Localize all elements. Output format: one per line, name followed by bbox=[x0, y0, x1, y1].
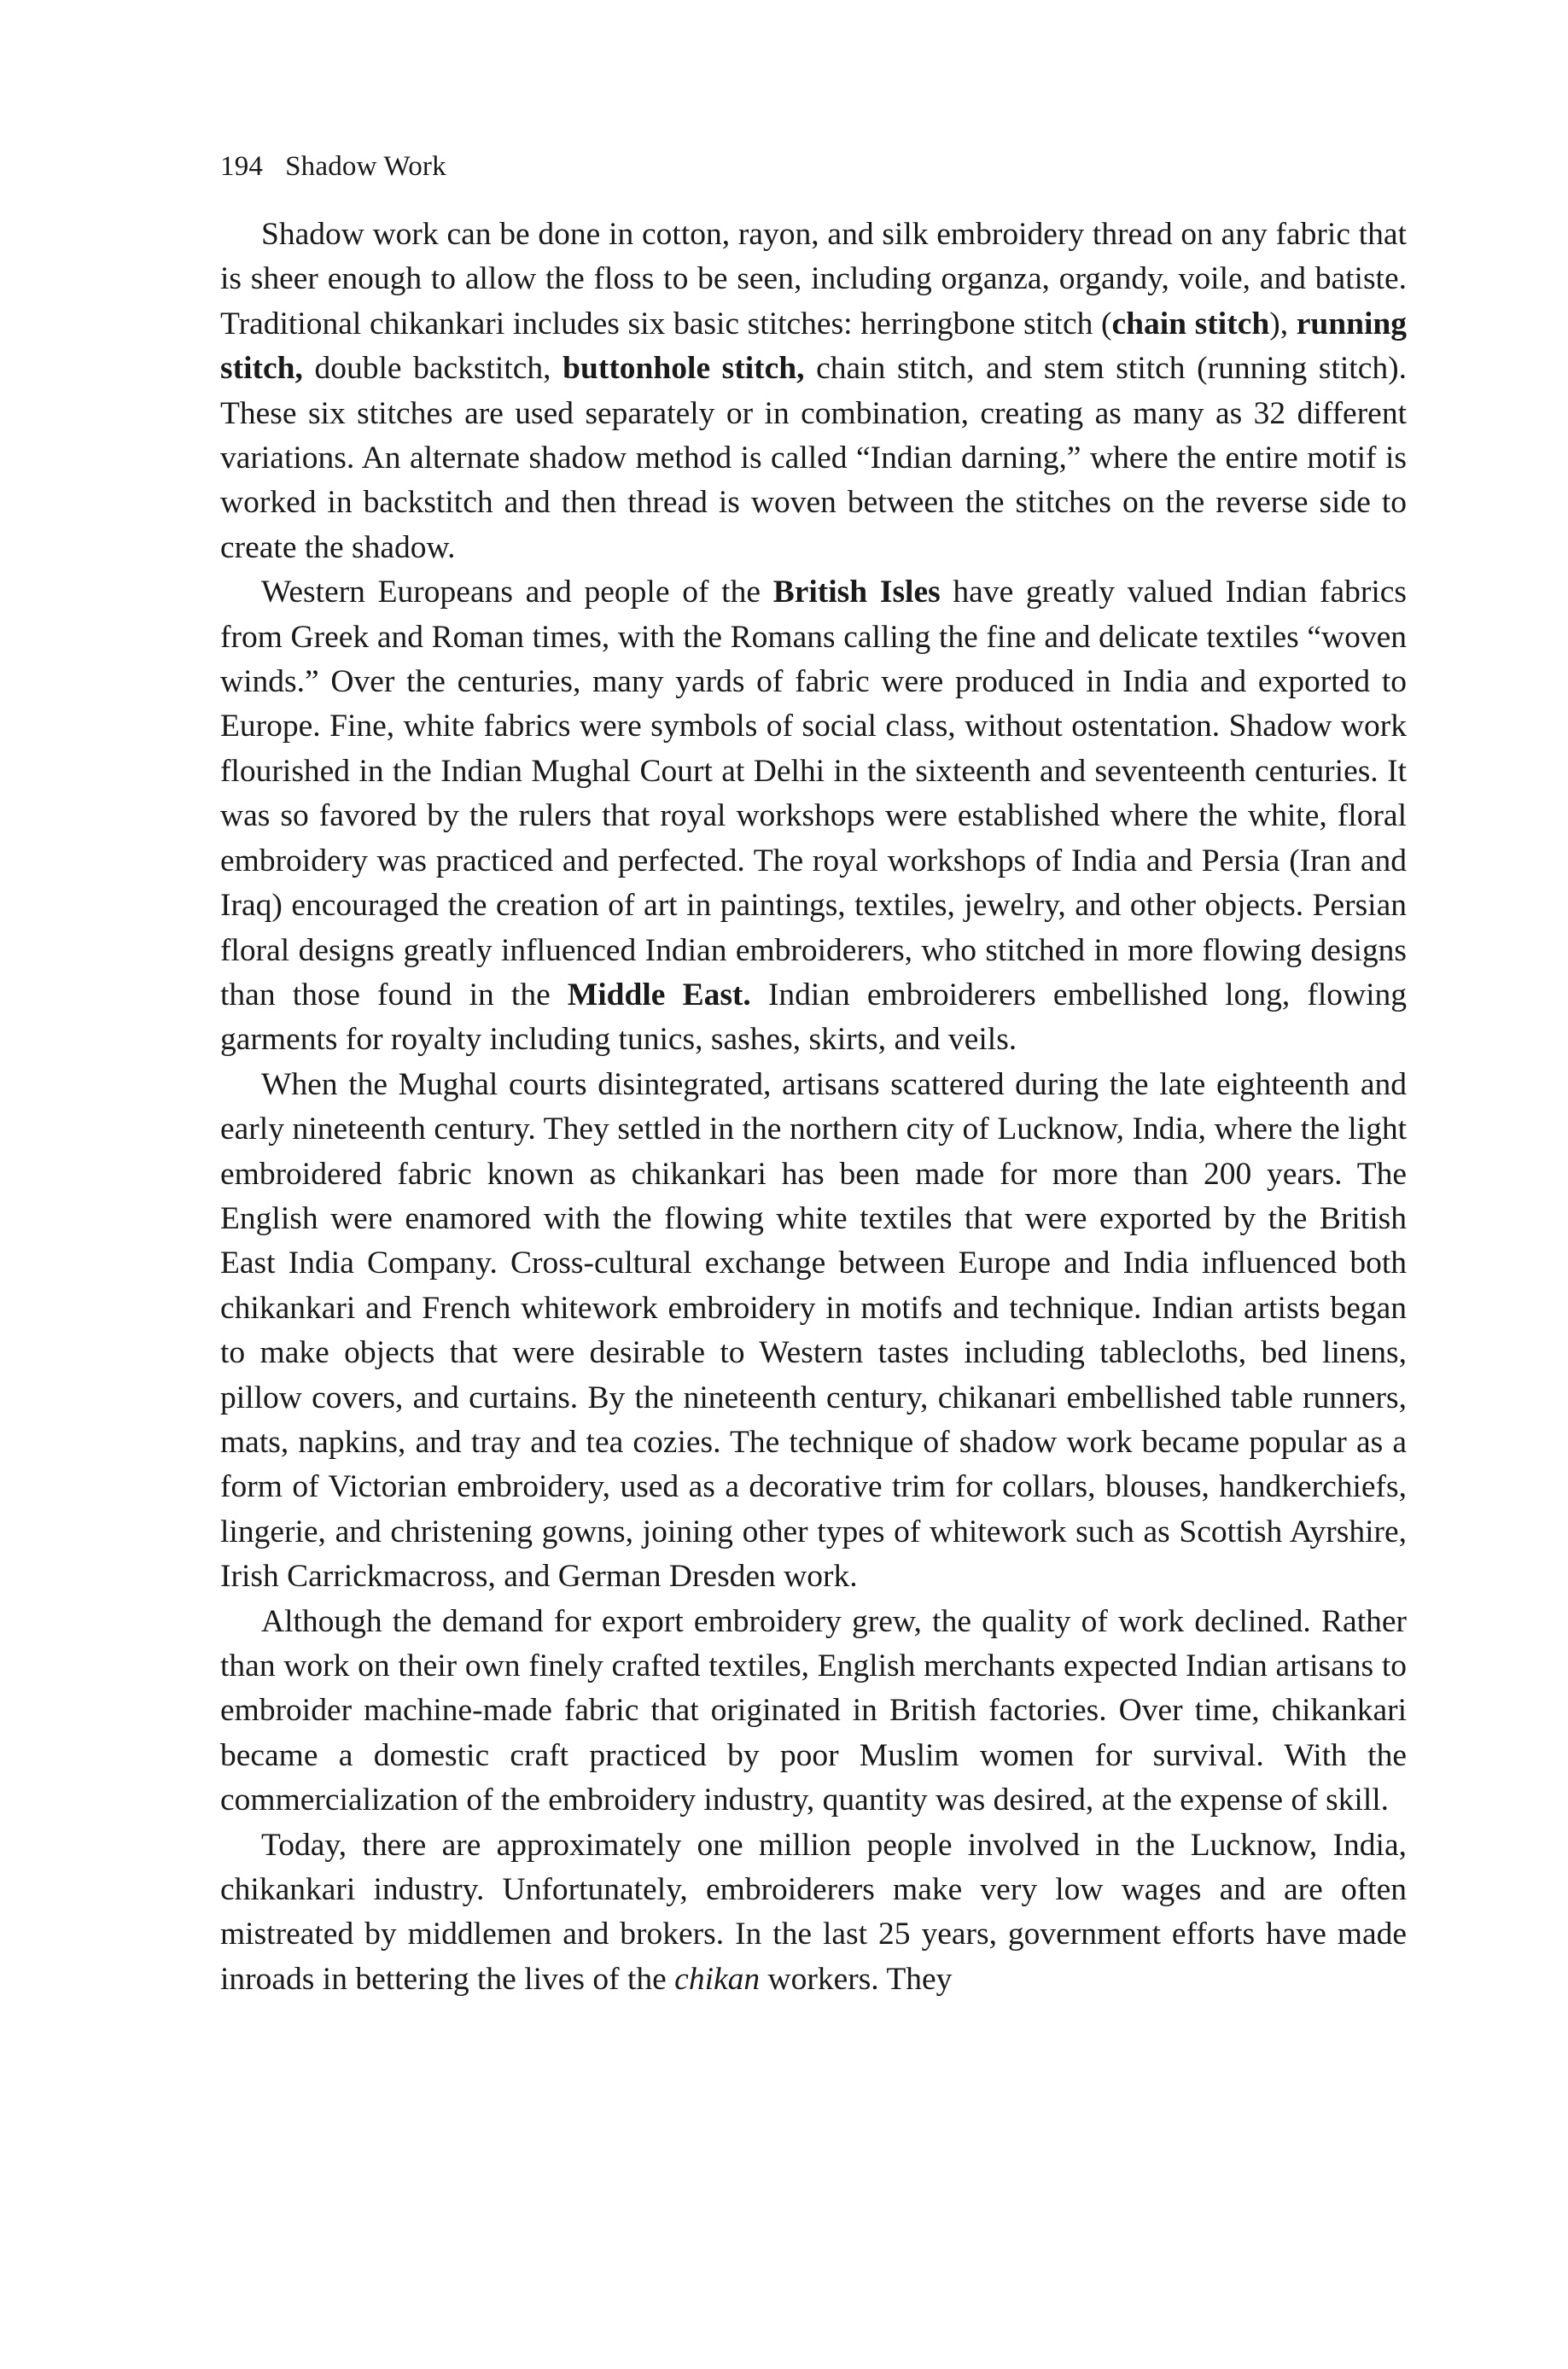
paragraph: When the Mughal courts disintegrated, artisans scattered during the late eighteenth and early nineteenth century. They settled in the northern city of Lucknow, India, where the light embroidered fabric known as chikankari has been made for more than 200 years. The English were enamored with the flowing white textiles that were exported by the British East India Company. Cross-cultural exchange between Europe and India influenced both chikankari and French whitework embroidery in motifs and technique. Indian artists began to make objects that were desirable to Western tastes including tablecloths, bed linens, pillow covers, and curtains. By the nineteenth century, chikanari embellished table runners, mats, napkins, and tray and tea cozies. The technique of shadow work became popular as a form of Victorian embroidery, used as a decorative trim for collars, blouses, handkerchiefs, lingerie, and christening gowns, joining other types of whitework such as Scottish Ayrshire, Irish Carrickmacross, and German Dresden work. bbox=[220, 1066, 1407, 1595]
book-page bbox=[220, 149, 1407, 2002]
paragraph: Shadow work can be done in cotton, rayon, and silk embroidery thread on any fabric that is sheer enough to allow the floss to be seen, including organza, organdy, voile, and batiste. Traditional chikankari includes six basic stitches: herringbone stitch (chain stitch), running stitch, double backstitch, buttonhole stitch, chain stitch, and stem stitch (running stitch). These six stitches are used separately or in combination, creating as many as 32 different variations. An alternate shadow method is called “Indian darning,” where the entire motif is worked in backstitch and then thread is woven between the stitches on the reverse side to create the shadow. bbox=[220, 217, 1407, 565]
body-text bbox=[220, 213, 1407, 2002]
paragraph: Today, there are approximately one million people involved in the Lucknow, India, chikankari industry. Unfortunately, embroiderers make very low wages and are often mistreated by middlemen and brokers. In the last 25 years, government efforts have made inroads in bettering the lives of the chikan workers. They bbox=[220, 1827, 1407, 1997]
page-number: 194 bbox=[220, 151, 264, 182]
section-title: Shadow Work bbox=[285, 151, 446, 182]
paragraph: Western Europeans and people of the British Isles have greatly valued Indian fabrics from Greek and Roman times, with the Romans calling the fine and delicate textiles “woven winds.” Over the centuries, many yards of fabric were produced in India and exported to Europe. Fine, white fabrics were symbols of social class, without ostentation. Shadow work flourished in the Indian Mughal Court at Delhi in the sixteenth and seventeenth centuries. It was so favored by the rulers that royal workshops were established where the white, floral embroidery was practiced and perfected. The royal workshops of India and Persia (Iran and Iraq) encouraged the creation of art in paintings, textiles, jewelry, and other objects. Persian floral designs greatly influenced Indian embroiderers, who stitched in more flowing designs than those found in the Middle East. Indian embroiderers embellished long, flowing garments for royalty including tunics, sashes, skirts, and veils. bbox=[220, 575, 1408, 1058]
running-head bbox=[220, 149, 1407, 184]
paragraph: Although the demand for export embroidery grew, the quality of work declined. Rather than work on their own finely crafted textiles, English merchants expected Indian artisans to embroider machine-made fabric that originated in British factories. Over time, chikankari became a domestic craft practiced by poor Muslim women for survival. With the commercialization of the embroidery industry, quantity was desired, at the expense of skill. bbox=[220, 1603, 1407, 1818]
